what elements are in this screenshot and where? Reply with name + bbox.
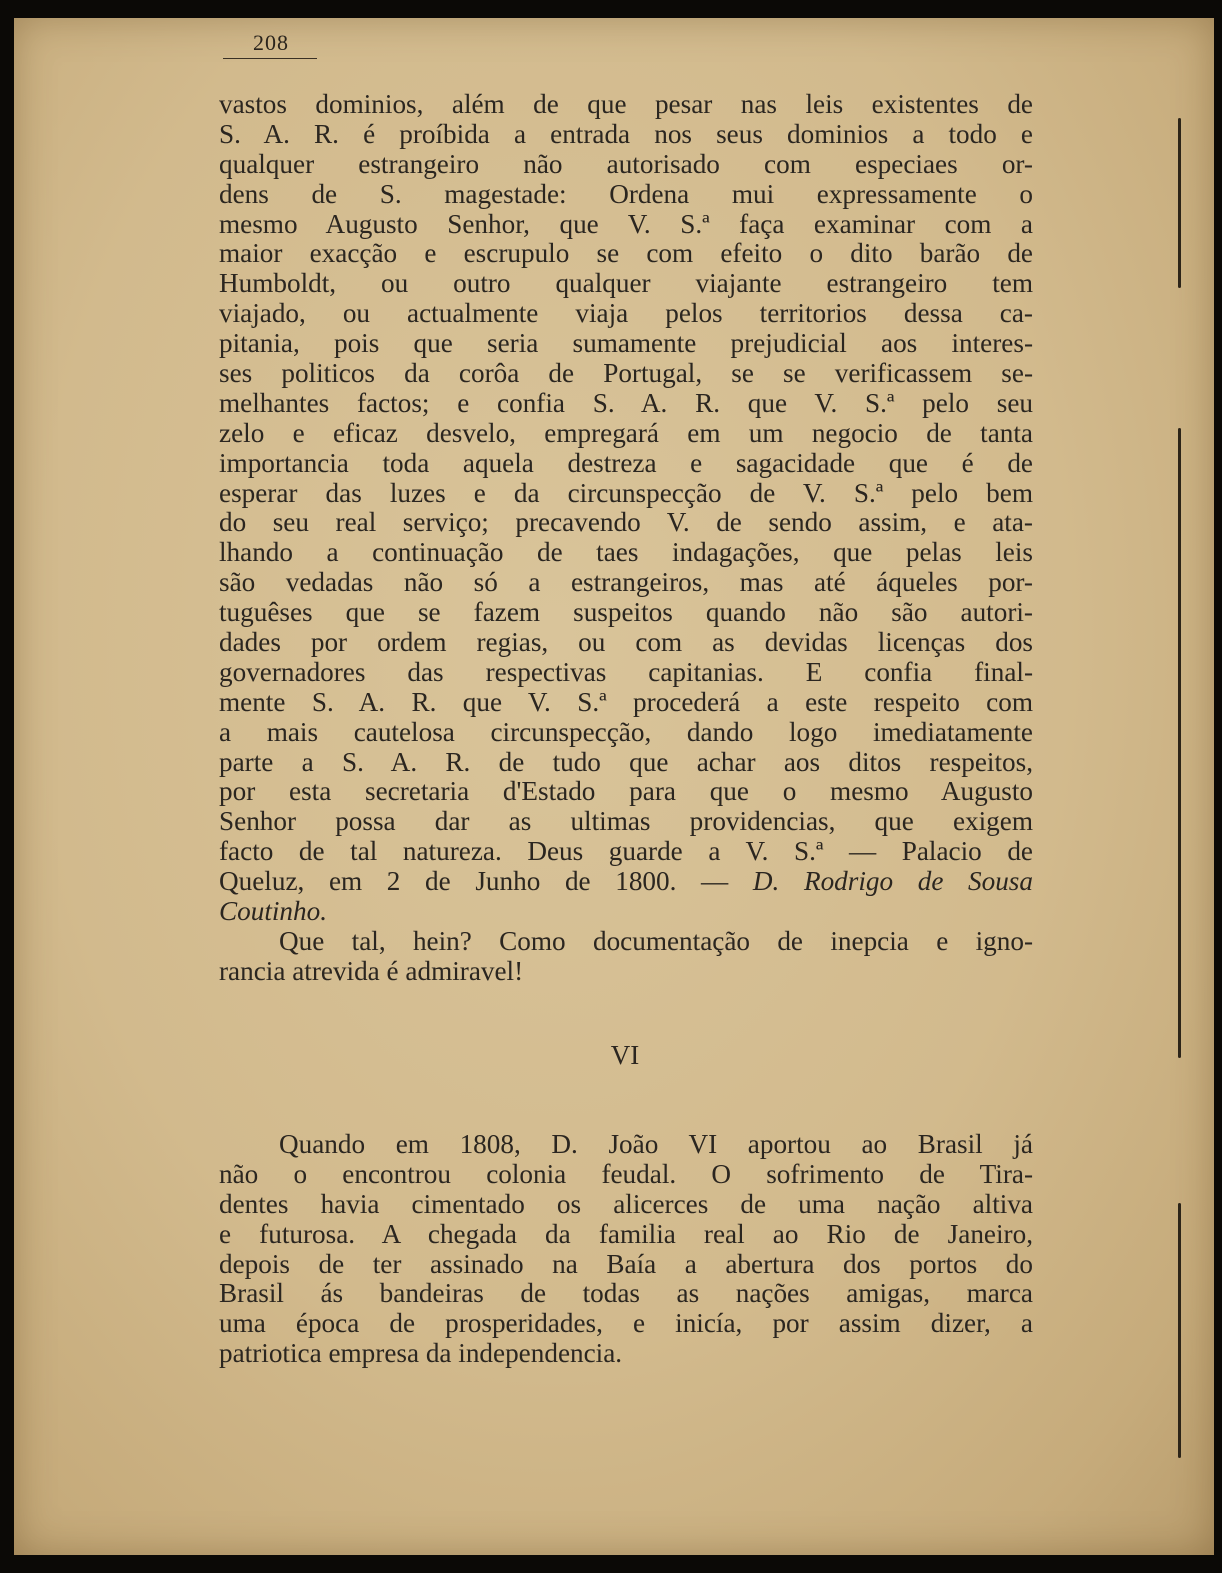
page-number: 208 bbox=[253, 30, 289, 55]
text-line: esperar das luzes e da circunspecção de V. S.ª pelo bem bbox=[219, 478, 1033, 508]
signature-surname: Coutinho. bbox=[219, 897, 328, 927]
text-line: lhando a continuação de taes indagações, que pelas leis bbox=[219, 538, 1033, 568]
text-line: patriotica empresa da independencia. bbox=[219, 1339, 623, 1369]
text-line: S. A. R. é proíbida a entrada nos seus dominios a todo e bbox=[219, 119, 1033, 149]
text-line: Brasil ás bandeiras de todas as nações amigas, marca bbox=[219, 1279, 1033, 1309]
page-edge-mark-upper bbox=[1178, 118, 1181, 288]
closing-date: Queluz, em 2 de Junho de 1800. — bbox=[219, 867, 753, 897]
text-line: Quando em 1808, D. João VI aportou ao Brasil já bbox=[279, 1130, 1033, 1159]
section-text bbox=[219, 1130, 1033, 1369]
text-line: viajado, ou actualmente viaja pelos territorios dessa ca- bbox=[219, 299, 1033, 329]
text-line: maior exacção e escrupulo se com efeito o dito barão de bbox=[219, 239, 1033, 269]
text-line: uma época de prosperidades, e inicía, por assim dizer, a bbox=[219, 1309, 1033, 1339]
text-line: pitania, pois que seria sumamente prejudicial aos interes- bbox=[219, 329, 1033, 359]
text-line: importancia toda aquela destreza e sagacidade que é de bbox=[219, 448, 1033, 478]
signature-name: D. Rodrigo de Sousa bbox=[752, 867, 1033, 897]
text-line: rancia atrevida é admiravel! bbox=[219, 956, 524, 986]
text-line: governadores das respectivas capitanias. E confia final- bbox=[219, 657, 1033, 687]
text-line: Que tal, hein? Como documentação de inepcia e igno- bbox=[279, 926, 1033, 956]
text-line: Senhor possa dar as ultimas providencias, que exigem bbox=[219, 807, 1033, 837]
text-line: dens de S. magestade: Ordena mui expressamente o bbox=[219, 179, 1033, 209]
header-rule bbox=[223, 58, 317, 59]
text-line: mente S. A. R. que V. S.ª procederá a este respeito com bbox=[219, 687, 1033, 717]
text-line: são vedadas não só a estrangeiros, mas até áqueles por- bbox=[219, 568, 1033, 598]
text-line: parte a S. A. R. de tudo que achar aos ditos respeitos, bbox=[219, 747, 1033, 777]
text-line: melhantes factos; e confia S. A. R. que V. S.ª pelo seu bbox=[219, 388, 1033, 418]
text-line: mesmo Augusto Senhor, que V. S.ª faça examinar com a bbox=[219, 209, 1033, 239]
text-line: tuguêses que se fazem suspeitos quando não são autori- bbox=[219, 598, 1033, 628]
text-line: qualquer estrangeiro não autorisado com especiaes or- bbox=[219, 149, 1033, 179]
text-line: ses politicos da corôa de Portugal, se se verificassem se- bbox=[219, 359, 1033, 389]
section-heading: VI bbox=[610, 1040, 640, 1070]
text-line: não o encontrou colonia feudal. O sofrimento de Tira- bbox=[219, 1159, 1033, 1189]
page-edge-mark-middle bbox=[1178, 428, 1181, 1058]
text-line: depois de ter assinado na Baía a abertura dos portos do bbox=[219, 1249, 1033, 1279]
text-line: por esta secretaria d'Estado para que o mesmo Augusto bbox=[219, 777, 1033, 807]
text-line: dentes havia cimentado os alicerces de uma nação altiva bbox=[219, 1189, 1033, 1219]
text-line: a mais cautelosa circunspecção, dando logo imediatamente bbox=[219, 717, 1033, 747]
text-line: do seu real serviço; precavendo V. de sendo assim, e ata- bbox=[219, 508, 1033, 538]
text-line: vastos dominios, além de que pesar nas leis existentes de bbox=[219, 90, 1033, 119]
text-line: Humboldt, ou outro qualquer viajante estrangeiro tem bbox=[219, 269, 1033, 299]
text-line: facto de tal natureza. Deus guarde a V. S.ª — Palacio de bbox=[219, 837, 1033, 867]
text-line: dades por ordem regias, ou com as devidas licenças dos bbox=[219, 628, 1033, 658]
text-line: e futurosa. A chegada da familia real ao Rio de Janeiro, bbox=[219, 1219, 1033, 1249]
page-edge-mark-lower bbox=[1178, 1203, 1181, 1458]
closing-line bbox=[219, 867, 1033, 897]
letter-text bbox=[219, 90, 1033, 987]
text-line: zelo e eficaz desvelo, empregará em um negocio de tanta bbox=[219, 418, 1033, 448]
